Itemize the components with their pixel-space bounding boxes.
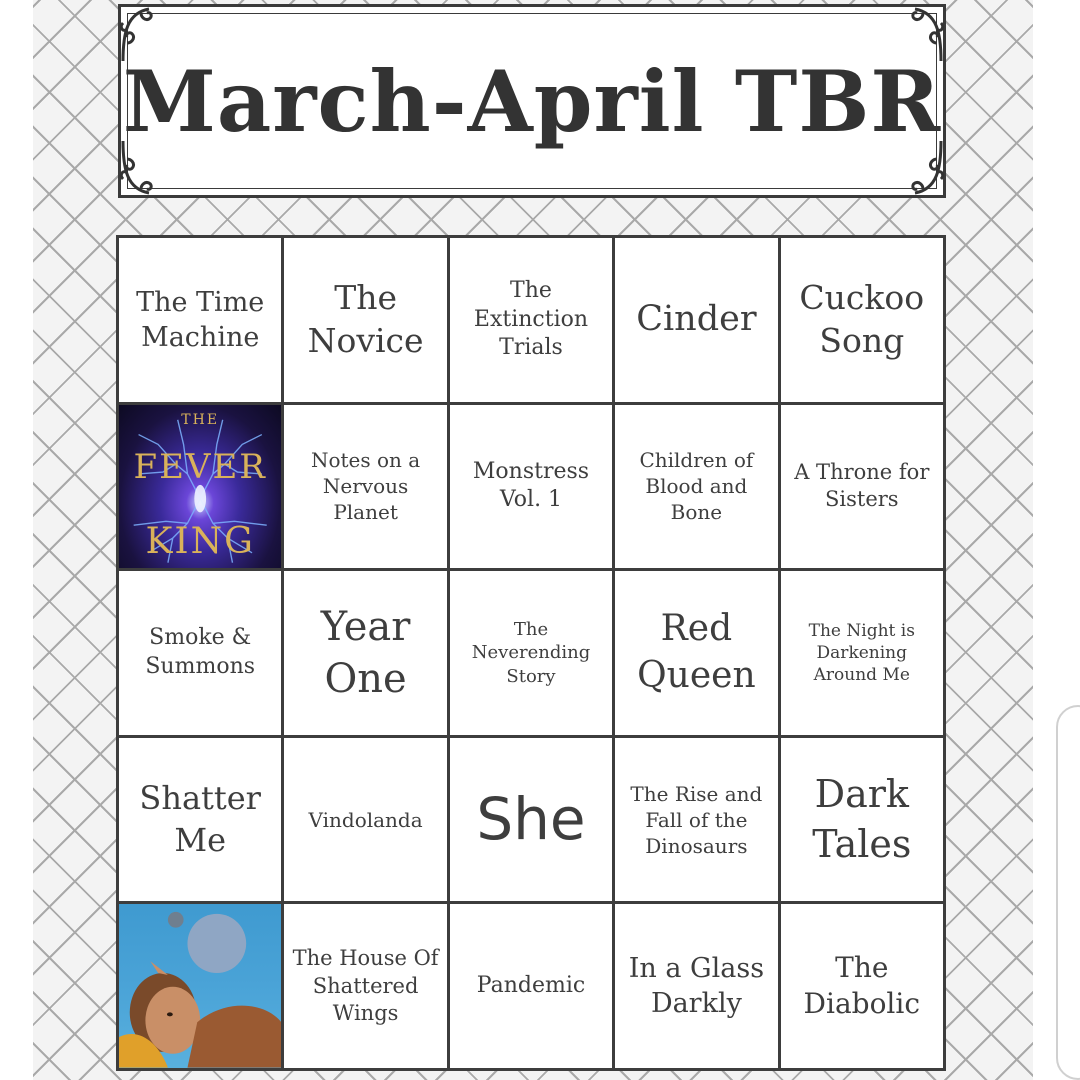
- cover-text: KING: [145, 521, 255, 563]
- book-title: Notes on a Nervous Planet: [310, 448, 421, 525]
- cover-text: FEVER: [133, 446, 267, 487]
- book-title: The Diabolic: [803, 950, 921, 1021]
- book-cell[interactable]: [450, 738, 612, 902]
- book-title: Cuckoo Song: [799, 277, 925, 360]
- book-cell[interactable]: [450, 405, 612, 569]
- book-cell[interactable]: [284, 405, 446, 569]
- book-title: Dark Tales: [812, 772, 912, 866]
- book-cell[interactable]: [119, 238, 281, 402]
- book-cell[interactable]: [781, 904, 943, 1068]
- book-cell[interactable]: [615, 738, 777, 902]
- book-title: Monstress Vol. 1: [472, 458, 590, 513]
- book-cover-fever-king[interactable]: [119, 405, 281, 569]
- book-cell[interactable]: [615, 904, 777, 1068]
- book-cell[interactable]: [119, 738, 281, 902]
- book-title: Red Queen: [637, 608, 756, 696]
- book-cell[interactable]: [615, 405, 777, 569]
- book-title: The Time Machine: [136, 286, 265, 353]
- book-cell[interactable]: [119, 571, 281, 735]
- book-title: Year One: [320, 603, 411, 702]
- book-cell[interactable]: [781, 738, 943, 902]
- book-cell[interactable]: [615, 238, 777, 402]
- book-cell[interactable]: [284, 238, 446, 402]
- book-title: The Neverending Story: [471, 618, 591, 687]
- book-title: The House Of Shattered Wings: [292, 946, 439, 1025]
- book-cell[interactable]: [781, 238, 943, 402]
- book-cell[interactable]: [615, 571, 777, 735]
- book-title: The Novice: [307, 277, 424, 360]
- book-title: The Extinction Trials: [473, 277, 589, 361]
- boy-illustration-icon: [119, 904, 281, 1068]
- book-title: In a Glass Darkly: [628, 953, 765, 1020]
- book-cell[interactable]: [450, 904, 612, 1068]
- title-frame: [118, 4, 946, 198]
- book-title: Children of Blood and Bone: [639, 448, 754, 525]
- page-title: March-April TBR: [122, 51, 942, 151]
- book-cell[interactable]: [450, 571, 612, 735]
- book-title: Smoke & Summons: [145, 625, 256, 679]
- tbr-bingo-grid: [116, 235, 946, 1071]
- book-title: She: [476, 784, 586, 853]
- book-title: The Rise and Fall of the Dinosaurs: [630, 781, 763, 858]
- book-title: Shatter Me: [139, 779, 261, 859]
- book-cell[interactable]: [284, 904, 446, 1068]
- side-scroll-handle[interactable]: [1056, 705, 1080, 1080]
- book-title: The Night is Darkening Around Me: [808, 620, 915, 686]
- book-cell[interactable]: [781, 571, 943, 735]
- book-cell[interactable]: [781, 405, 943, 569]
- book-title: Cinder: [636, 299, 757, 340]
- book-cover-illustrated[interactable]: [119, 904, 281, 1068]
- cover-text: THE: [181, 411, 220, 428]
- book-cell[interactable]: [284, 571, 446, 735]
- book-title: A Throne for Sisters: [794, 460, 930, 512]
- book-cell[interactable]: [284, 738, 446, 902]
- book-cell[interactable]: [450, 238, 612, 402]
- book-title: Pandemic: [476, 972, 586, 998]
- book-title: Vindolanda: [308, 807, 423, 832]
